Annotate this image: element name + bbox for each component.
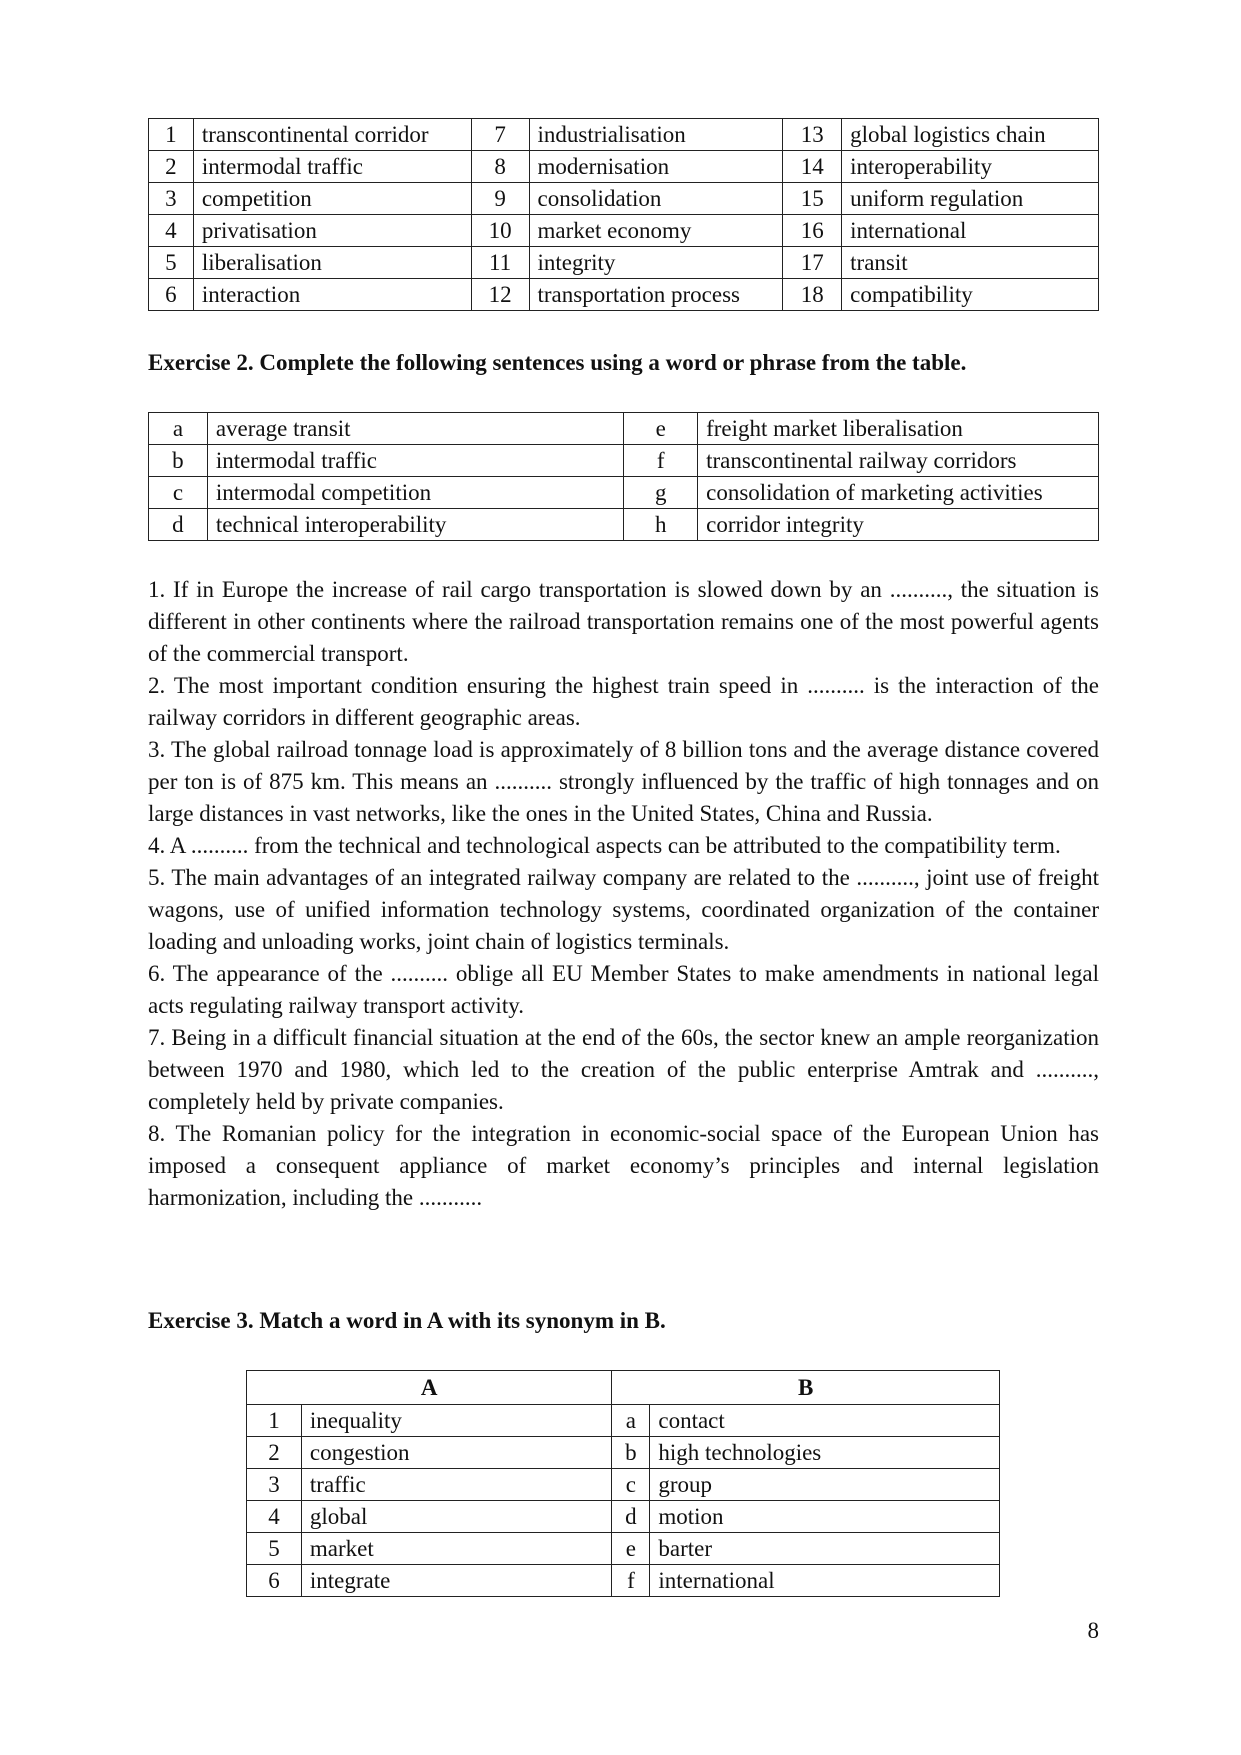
sentence: 6. The appearance of the .......... oblige all EU Member States to make amendments in national legal acts regulating railway transport activity. — [148, 961, 1099, 1018]
item-number: 2 — [149, 151, 194, 183]
table-row — [149, 183, 1099, 215]
item-number: 6 — [149, 279, 194, 311]
column-a-number: 3 — [247, 1469, 302, 1501]
table-row — [247, 1437, 1000, 1469]
vocab-term: international — [842, 215, 1099, 247]
column-b-synonym: barter — [650, 1533, 1000, 1565]
column-a-number: 6 — [247, 1565, 302, 1597]
sentence: 1. If in Europe the increase of rail cargo transportation is slowed down by an .........., the situation is different in other continents where the railroad transportation remains one of the most powerful agents of the commercial transport. — [148, 577, 1099, 666]
option-phrase: intermodal traffic — [207, 445, 623, 477]
item-number: 3 — [149, 183, 194, 215]
column-b-header: B — [612, 1371, 1000, 1405]
column-a-number: 2 — [247, 1437, 302, 1469]
sentence: 4. A .......... from the technical and technological aspects can be attributed to the compatibility term. — [148, 833, 1061, 858]
column-b-synonym: international — [650, 1565, 1000, 1597]
vocab-term: competition — [193, 183, 471, 215]
table-row — [149, 247, 1099, 279]
vocab-term: transcontinental corridor — [193, 119, 471, 151]
table-row — [247, 1533, 1000, 1565]
table-row — [149, 151, 1099, 183]
option-phrase: intermodal competition — [207, 477, 623, 509]
column-a-word: traffic — [301, 1469, 612, 1501]
column-b-letter: c — [612, 1469, 650, 1501]
option-letter: b — [149, 445, 208, 477]
column-b-letter: d — [612, 1501, 650, 1533]
table-row — [149, 413, 1099, 445]
item-number: 1 — [149, 119, 194, 151]
vocab-term: modernisation — [529, 151, 783, 183]
exercise-3-heading: Exercise 3. Match a word in A with its synonym in B. — [148, 1308, 666, 1333]
column-a-word: global — [301, 1501, 612, 1533]
item-number: 15 — [783, 183, 842, 215]
column-b-synonym: group — [650, 1469, 1000, 1501]
item-number: 16 — [783, 215, 842, 247]
vocab-term: transit — [842, 247, 1099, 279]
table-row — [247, 1501, 1000, 1533]
item-number: 13 — [783, 119, 842, 151]
option-letter: e — [624, 413, 698, 445]
sentence: 7. Being in a difficult financial situation at the end of the 60s, the sector knew an ample reorganization between 1970 and 1980, which led to the creation of the public enterprise Amtrak and .........., completely held by private companies. — [148, 1025, 1099, 1114]
table-row — [247, 1469, 1000, 1501]
column-b-synonym: high technologies — [650, 1437, 1000, 1469]
option-letter: f — [624, 445, 698, 477]
item-number: 17 — [783, 247, 842, 279]
exercise-2-sentences — [148, 574, 1099, 1214]
column-b-letter: e — [612, 1533, 650, 1565]
column-b-synonym: contact — [650, 1405, 1000, 1437]
option-letter: h — [624, 509, 698, 541]
option-letter: g — [624, 477, 698, 509]
column-b-letter: a — [612, 1405, 650, 1437]
vocab-term: uniform regulation — [842, 183, 1099, 215]
sentence: 2. The most important condition ensuring the highest train speed in .......... is the interaction of the railway corridors in different geographic areas. — [148, 673, 1099, 730]
option-phrase: consolidation of marketing activities — [698, 477, 1099, 509]
vocab-term: interaction — [193, 279, 471, 311]
vocab-term: interoperability — [842, 151, 1099, 183]
column-b-letter: b — [612, 1437, 650, 1469]
sentence: 8. The Romanian policy for the integration in economic-social space of the European Union has imposed a consequent appliance of market economy’s principles and internal legislation harmonization, including the ........... — [148, 1121, 1099, 1210]
table-row — [247, 1405, 1000, 1437]
column-a-word: inequality — [301, 1405, 612, 1437]
vocab-term: global logistics chain — [842, 119, 1099, 151]
item-number: 18 — [783, 279, 842, 311]
exercise-2-heading: Exercise 2. Complete the following sentences using a word or phrase from the table. — [148, 350, 967, 375]
vocab-term: privatisation — [193, 215, 471, 247]
item-number: 7 — [471, 119, 529, 151]
option-phrase: transcontinental railway corridors — [698, 445, 1099, 477]
item-number: 12 — [471, 279, 529, 311]
vocab-term: market economy — [529, 215, 783, 247]
vocab-term: transportation process — [529, 279, 783, 311]
option-letter: a — [149, 413, 208, 445]
table-row — [149, 477, 1099, 509]
option-phrase: technical interoperability — [207, 509, 623, 541]
item-number: 8 — [471, 151, 529, 183]
table-row — [149, 445, 1099, 477]
item-number: 9 — [471, 183, 529, 215]
option-phrase: freight market liberalisation — [698, 413, 1099, 445]
column-a-word: congestion — [301, 1437, 612, 1469]
column-a-number: 5 — [247, 1533, 302, 1565]
item-number: 10 — [471, 215, 529, 247]
column-a-word: integrate — [301, 1565, 612, 1597]
item-number: 14 — [783, 151, 842, 183]
vocab-term: intermodal traffic — [193, 151, 471, 183]
vocab-term: industrialisation — [529, 119, 783, 151]
option-letter: d — [149, 509, 208, 541]
vocab-term: liberalisation — [193, 247, 471, 279]
column-b-letter: f — [612, 1565, 650, 1597]
column-b-synonym: motion — [650, 1501, 1000, 1533]
column-a-word: market — [301, 1533, 612, 1565]
item-number: 4 — [149, 215, 194, 247]
item-number: 11 — [471, 247, 529, 279]
option-phrase: corridor integrity — [698, 509, 1099, 541]
table-row — [149, 119, 1099, 151]
sentence: 5. The main advantages of an integrated railway company are related to the .........., joint use of freight wagons, use of unified information technology systems, coordinated organization of the container loading and unloading works, joint chain of logistics terminals. — [148, 865, 1099, 954]
option-phrase: average transit — [207, 413, 623, 445]
vocabulary-table — [148, 118, 1099, 311]
column-a-number: 4 — [247, 1501, 302, 1533]
table-row — [149, 509, 1099, 541]
sentence: 3. The global railroad tonnage load is approximately of 8 billion tons and the average distance covered per ton is of 875 km. This means an .......... strongly influenced by the traffic of high tonnages and on large distances in vast networks, like the ones in the United States, China and Russia. — [148, 737, 1099, 826]
vocab-term: consolidation — [529, 183, 783, 215]
vocab-term: compatibility — [842, 279, 1099, 311]
table-row — [247, 1565, 1000, 1597]
page-number: 8 — [1087, 1618, 1099, 1643]
table-row — [149, 215, 1099, 247]
vocab-term: integrity — [529, 247, 783, 279]
column-a-header: A — [247, 1371, 612, 1405]
option-letter: c — [149, 477, 208, 509]
table-row — [149, 279, 1099, 311]
exercise-2-options-table — [148, 412, 1099, 541]
item-number: 5 — [149, 247, 194, 279]
column-a-number: 1 — [247, 1405, 302, 1437]
exercise-3-match-table — [246, 1370, 1000, 1597]
